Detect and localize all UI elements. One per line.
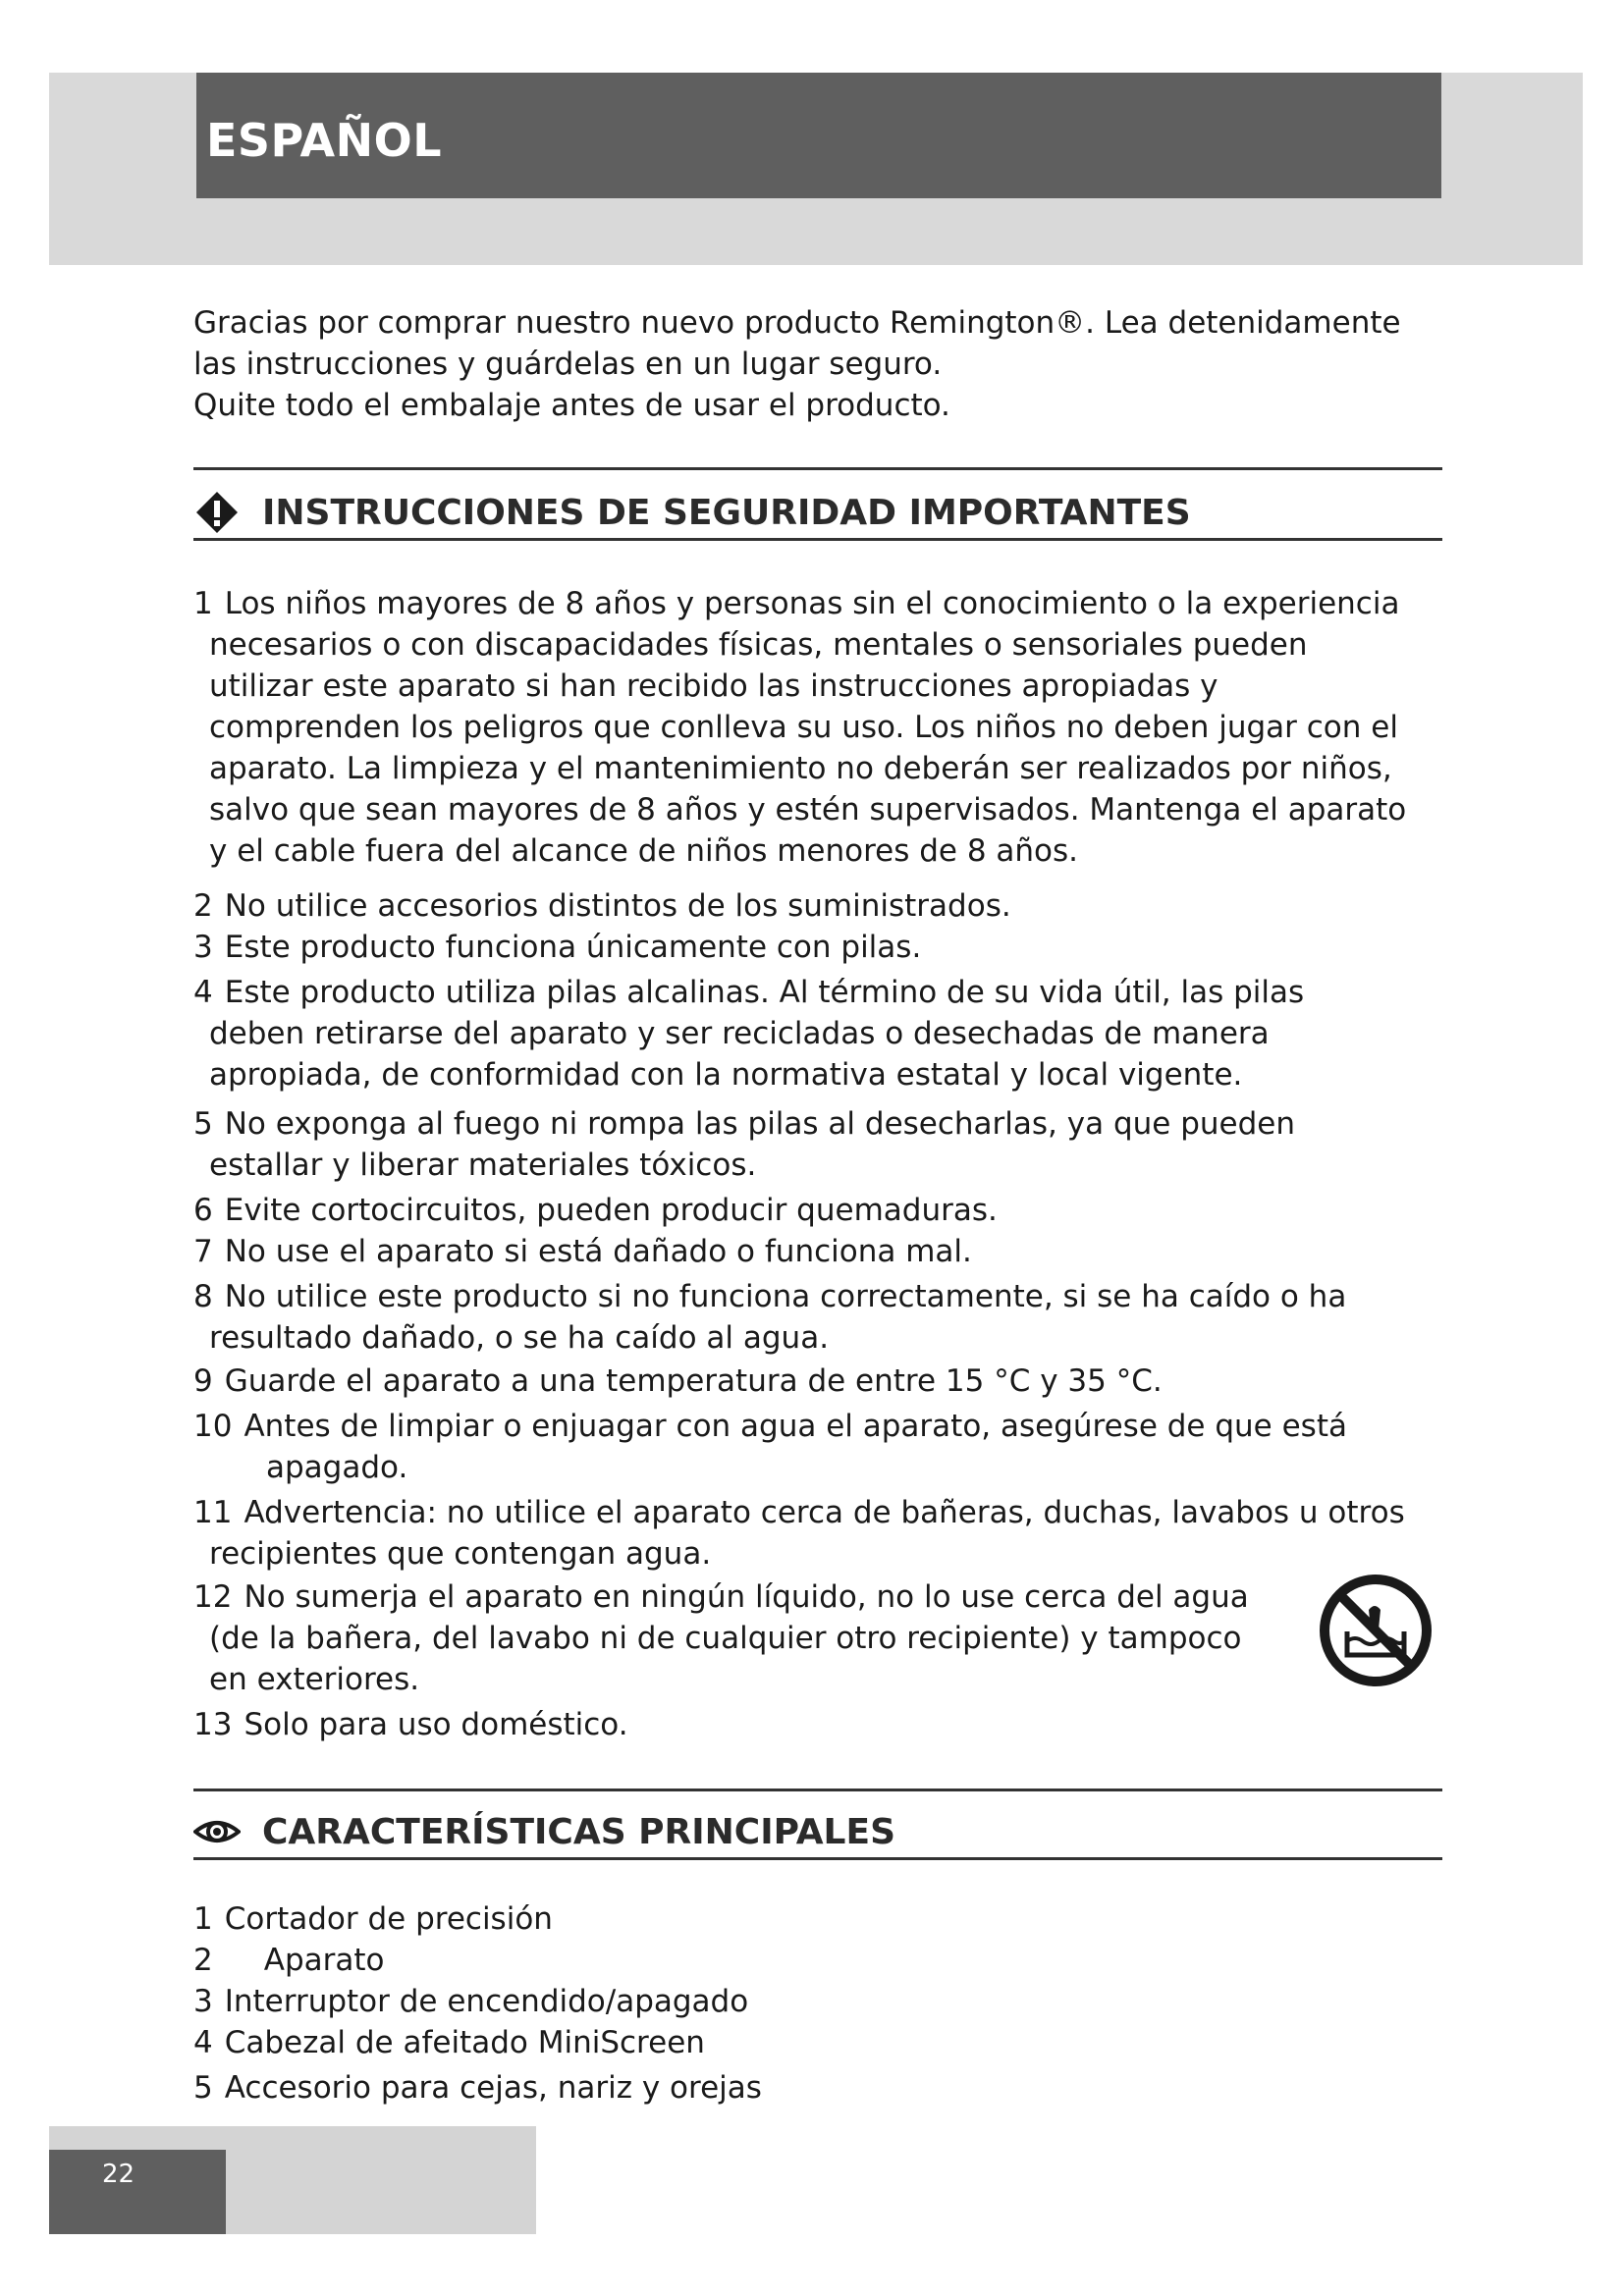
section-rule-bottom [193, 1857, 1442, 1860]
list-item: 7 No use el aparato si está dañado o funciona mal. [193, 1234, 972, 1269]
list-item: 4 Este producto utiliza pilas alcalinas. Al término de su vida útil, las pilas deben retirarse del aparato y ser recicladas o desechadas de manera apropiada, de conformidad con la normativa estatal y local vigente. [193, 975, 1305, 1093]
features-section-title: CARACTERÍSTICAS PRINCIPALES [262, 1811, 896, 1852]
warning-diamond-icon [193, 489, 241, 536]
section-rule-top [193, 467, 1442, 470]
safety-section-title: INSTRUCCIONES DE SEGURIDAD IMPORTANTES [262, 492, 1191, 533]
list-item: 11 Advertencia: no utilice el aparato cerca de bañeras, duchas, lavabos u otros recipientes que contengan agua. [193, 1495, 1405, 1572]
feature-item: 5 Accesorio para cejas, nariz y orejas [193, 2070, 762, 2106]
intro-paragraph [193, 302, 1470, 426]
list-item: 6 Evite cortocircuitos, pueden producir quemaduras. [193, 1193, 998, 1228]
list-item: 3 Este producto funciona únicamente con pilas. [193, 930, 922, 965]
list-item: 8 No utilice este producto si no funciona correctamente, si se ha caído o ha resultado dañado, o se ha caído al agua. [193, 1279, 1347, 1356]
list-item: 9 Guarde el aparato a una temperatura de entre 15 °C y 35 °C. [193, 1363, 1163, 1399]
safety-section-heading [193, 481, 1191, 544]
page-number: 22 [102, 2160, 135, 2189]
section-rule-bottom [193, 538, 1442, 541]
no-water-immersion-icon [1318, 1573, 1434, 1688]
features-section-heading [193, 1800, 895, 1863]
page-title: ESPAÑOL [206, 114, 443, 167]
list-item: 2 No utilice accesorios distintos de los suministrados. [193, 888, 1011, 924]
eye-icon [193, 1808, 241, 1855]
intro-line: las instrucciones y guárdelas en un lugar seguro. [193, 347, 943, 382]
footer-page-box [49, 2150, 226, 2234]
feature-item: 4 Cabezal de afeitado MiniScreen [193, 2025, 705, 2060]
feature-item: 3 Interruptor de encendido/apagado [193, 1984, 749, 2019]
list-item: 13 Solo para uso doméstico. [193, 1707, 628, 1742]
section-rule-top [193, 1789, 1442, 1791]
intro-line: Quite todo el embalaje antes de usar el producto. [193, 388, 950, 423]
feature-item: 1 Cortador de precisión [193, 1901, 553, 1937]
intro-line: Gracias por comprar nuestro nuevo producto Remington®. Lea detenidamente [193, 305, 1401, 341]
feature-item: 2 Aparato [193, 1943, 385, 1978]
list-item: 10 Antes de limpiar o enjuagar con agua el aparato, asegúrese de que está apagado. [193, 1409, 1347, 1485]
list-item: 5 No exponga al fuego ni rompa las pilas al desecharlas, ya que pueden estallar y liberar materiales tóxicos. [193, 1106, 1296, 1183]
list-item: 1 Los niños mayores de 8 años y personas sin el conocimiento o la experiencia necesarios o con discapacidades físicas, mentales o sensoriales pueden utilizar este aparato si han recibido las instrucciones apropiadas y comprenden los peligros que conlleva su uso. Los niños no deben jugar con el aparato. La limpieza y el mantenimiento no deberán ser realizados por niños, salvo que sean mayores de 8 años y estén supervisados. Mantenga el aparato y el cable fuera del alcance de niños menores de 8 años. [193, 586, 1407, 869]
list-item: 12 No sumerja el aparato en ningún líquido, no lo use cerca del agua (de la bañera, del lavabo ni de cualquier otro recipiente) y tampoco en exteriores. [193, 1579, 1249, 1697]
